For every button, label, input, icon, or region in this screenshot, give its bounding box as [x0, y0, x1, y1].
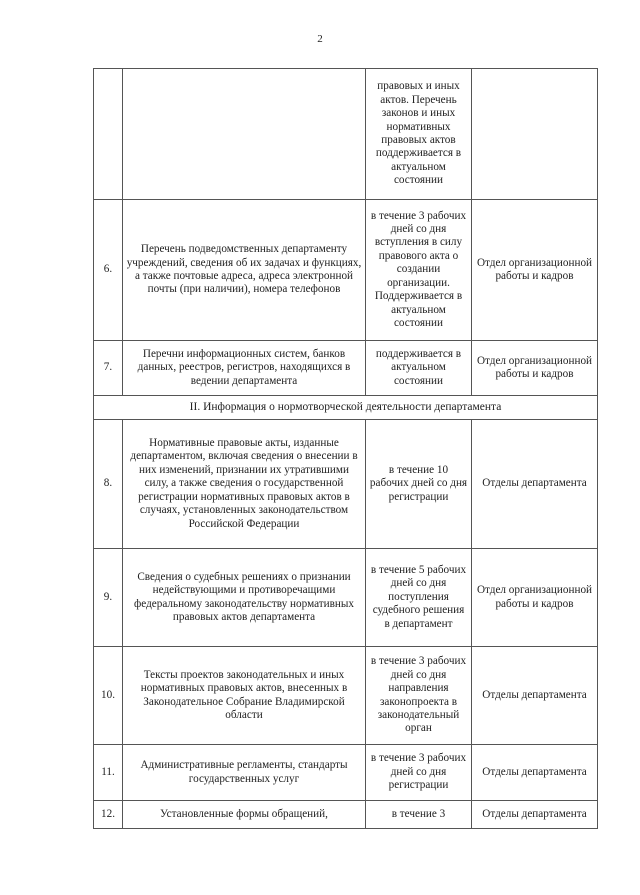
row-responsible: Отдел организационной работы и кадров	[472, 200, 598, 341]
row-number: 10.	[94, 647, 123, 745]
row-responsible: Отделы департамента	[472, 745, 598, 801]
table-row	[94, 745, 598, 801]
row-number: 11.	[94, 745, 123, 801]
row-description: Тексты проектов законодательных и иных нормативных правовых актов, внесенных в Законодательное Собрание Владимирской области	[123, 647, 366, 745]
row-term: в течение 5 рабочих дней со дня поступления судебного решения в департамент	[366, 549, 472, 647]
row-responsible: Отделы департамента	[472, 420, 598, 549]
row-term: в течение 3	[366, 801, 472, 829]
table-row	[94, 200, 598, 341]
table-row	[94, 69, 598, 200]
row-number	[94, 69, 123, 200]
table-row	[94, 420, 598, 549]
row-number: 6.	[94, 200, 123, 341]
row-description	[123, 69, 366, 200]
row-description: Административные регламенты, стандарты государственных услуг	[123, 745, 366, 801]
page-number: 2	[317, 33, 323, 45]
row-responsible	[472, 69, 598, 200]
row-number: 12.	[94, 801, 123, 829]
info-table	[93, 68, 598, 829]
table-row	[94, 549, 598, 647]
row-term: в течение 3 рабочих дней со дня вступления в силу правового акта о создании организации. Поддерживается в актуальном состоянии	[366, 200, 472, 341]
row-term: поддерживается в актуальном состоянии	[366, 341, 472, 396]
section-heading: II. Информация о нормотворческой деятельности департамента	[94, 396, 598, 420]
row-description: Нормативные правовые акты, изданные департаментом, включая сведения о внесении в них изменений, признании их утратившими силу, а также сведения о государственной регистрации нормативных правовых актов в случаях, установленных законодательством Российской Федерации	[123, 420, 366, 549]
row-responsible: Отдел организационной работы и кадров	[472, 549, 598, 647]
row-responsible: Отделы департамента	[472, 647, 598, 745]
table-row	[94, 647, 598, 745]
row-term: в течение 3 рабочих дней со дня регистрации	[366, 745, 472, 801]
row-term: в течение 3 рабочих дней со дня направления законопроекта в законодательный орган	[366, 647, 472, 745]
row-description: Установленные формы обращений,	[123, 801, 366, 829]
row-number: 7.	[94, 341, 123, 396]
row-number: 8.	[94, 420, 123, 549]
section-row	[94, 396, 598, 420]
table-row	[94, 341, 598, 396]
row-responsible: Отдел организационной работы и кадров	[472, 341, 598, 396]
row-number: 9.	[94, 549, 123, 647]
row-description: Сведения о судебных решениях о признании недействующими и противоречащими федеральному законодательству нормативных правовых актов департамента	[123, 549, 366, 647]
table-row	[94, 801, 598, 829]
row-term: правовых и иных актов. Перечень законов и иных нормативных правовых актов поддерживается в актуальном состоянии	[366, 69, 472, 200]
row-description: Перечни информационных систем, банков данных, реестров, регистров, находящихся в ведении департамента	[123, 341, 366, 396]
row-term: в течение 10 рабочих дней со дня регистрации	[366, 420, 472, 549]
row-description: Перечень подведомственных департаменту учреждений, сведения об их задачах и функциях, а также почтовые адреса, адреса электронной почты (при наличии), номера телефонов	[123, 200, 366, 341]
row-responsible: Отделы департамента	[472, 801, 598, 829]
